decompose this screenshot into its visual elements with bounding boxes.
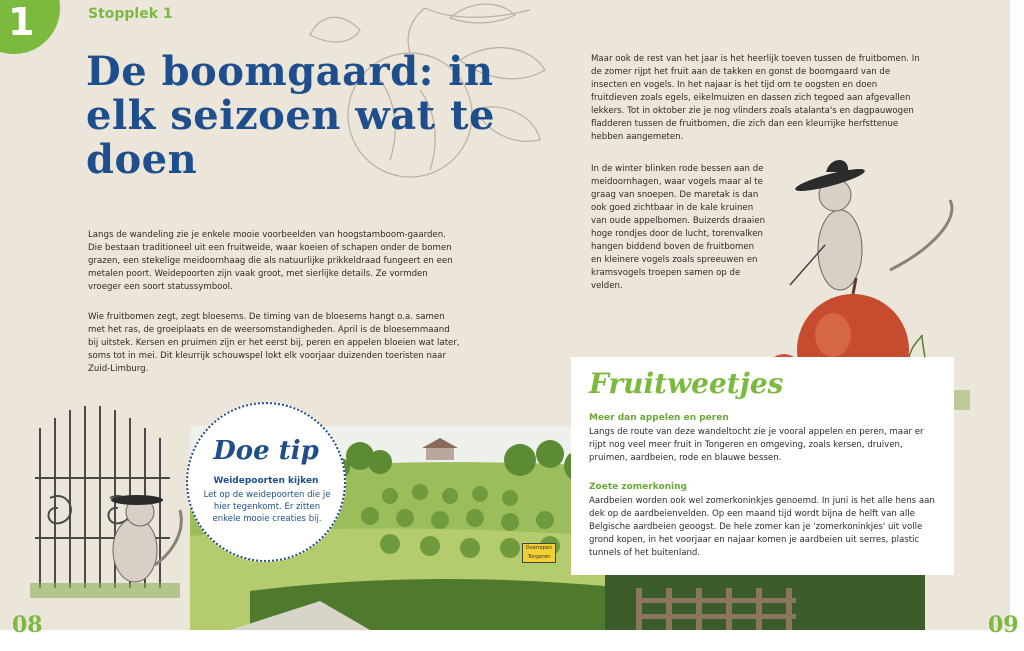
page-number-left: 08	[12, 612, 43, 638]
fruit-heading-1: Meer dan appelen en peren	[589, 413, 729, 423]
intro-paragraph-1: Langs de wandeling zie je enkele mooie voorbeelden van hoogstamboom-gaarden. Die bestaan traditioneel uit een fruitweide, waar koeien of schapen onder de bomen grazen, een stekelige meidoornhaag die als natuurlijke prikkeldraad fungeert en een metalen poort. Weidepoorten zijn vaak groot, met sierlijke details. Ze vormden vroeger een soort statussymbool.	[88, 230, 453, 292]
intro-paragraph-2: Wie fruitbomen zegt, zegt bloesems. De timing van de bloesems hangt o.a. samen met het ras, de groeiplaats en de weersomstandigheden. April is de bloesemmaand bij uitstek. Kersen en pruimen zijn er het eerst bij, peren en appelen bloeien wat later, soms tot in mei. Dit kleurrijk schouwspel lokt elk voorjaar duizenden toeristen naar Zuid-Limburg.	[88, 312, 460, 374]
fruit-heading-2: Zoete zomerkoning	[589, 482, 687, 492]
fruitweetjes-box	[571, 357, 954, 575]
page-bottom-margin	[0, 630, 1024, 651]
doe-tip-subtitle: Weidepoorten kijken	[213, 476, 319, 486]
wooden-fence	[636, 588, 796, 630]
stop-number: 1	[8, 0, 35, 44]
fruitweetjes-title: Fruitweetjes	[589, 367, 784, 400]
doe-tip-title: Doe tip	[213, 436, 319, 466]
page-number-right: 09	[988, 612, 1019, 638]
stop-label: Stopplek 1	[88, 6, 173, 22]
doe-tip-bubble	[186, 402, 346, 562]
doe-tip-text: Let op de weidepoorten die je hier tegenkomt. Er zitten enkele mooie creaties bij.	[203, 490, 331, 524]
fruit-text-1: Langs de route van deze wandeltocht zie je vooral appelen en peren, maar er rijpt nog veel meer fruit in Tongeren en omgeving, zoals kersen, druiven, pruimen, aardbeien, rode en blauwe bessen.	[589, 427, 924, 463]
fruit-text-2: Aardbeien worden ook wel zomerkoninkjes genoemd. In juni is het alle hens aan dek op de aardbeienvelden. Op een maand tijd wordt bijna de helft van alle Belgische aardbeien geoogst. De hele zomer kan je 'zomerkoninkjes' uit volle grond kopen, in het voorjaar en najaar komen je aardbeien uit serres, plastic tunnels of het buitenland.	[589, 496, 935, 558]
mouse-at-gate-illustration	[95, 470, 190, 590]
seasons-paragraph: Maar ook de rest van het jaar is het heerlijk toeven tussen de fruitbomen. In de zomer rijpt het fruit aan de takken en gonst de boomgaard van de insecten en vogels. In het najaar is het tijd om te oogsten en doen fruitdieven zoals egels, eikelmuizen en dassen zich tegoed aan afgevallen lekkers. Tot in oktober zie je nog vlinders zoals atalanta's en dagpauwogen fladderen tussen de fruitbomen, die zich dan een kleurrijke herfsttenue hebben aangemeten.	[591, 54, 920, 142]
winter-paragraph: In de winter blinken rode bessen aan de meidoornhagen, waar vogels maar al te graag van snoepen. De maretak is dan ook goed zichtbaar in de kale kruinen van oude appelbomen. Buizerds draaien hoge rondjes door de lucht, torenvalken hangen biddend boven de fruitbomen en kleinere vogels zoals spreeuwen en kramsvogels troepen samen op de velden.	[591, 164, 766, 291]
road-sign: Overrepen Tongeren	[522, 543, 556, 563]
page-title: De boomgaard: in elk seizoen wat te doen	[86, 48, 495, 183]
